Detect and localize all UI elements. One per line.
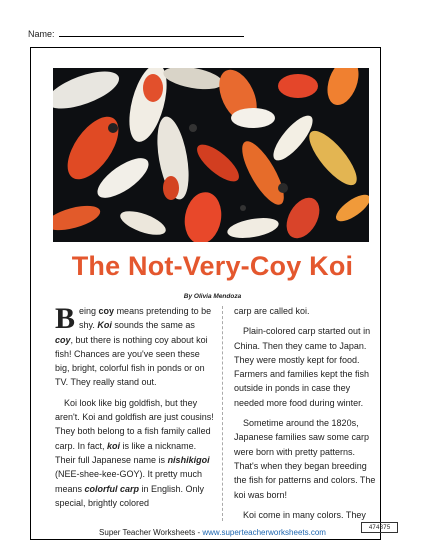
paragraph-4: Sometime around the 1820s, Japanese families saw some carp were born with pretty patterns. That's when they began breeding the fish for patterns and colors. The koi was born! [234,418,376,500]
p1-text-4: , but there is nothing coy about koi fish! Chances are you've seen these big, bright, colorful fish in ponds or on TV. They really stand out. [55,334,208,388]
column-divider [222,306,223,521]
paragraph-1 [55,304,215,390]
p2-text-3: (NEE-shee-kee-GOY). It pretty much means [55,469,203,494]
name-field [28,29,244,39]
p2-bold-nishikigoi: nishikigoi [167,454,210,465]
p1-text-2: means pretending to be shy. [79,306,212,331]
paragraph-2 [55,396,215,510]
p2-text-1: Koi look like big goldfish, but they aren't. Koi and goldfish are just cousins! They both belong to a fish family called carp. In fact, [55,397,214,451]
text-column-right [234,304,379,528]
p1-text-3: sounds the same as [111,320,195,331]
footer-text: Super Teacher Worksheets - [99,528,203,537]
koi-photo [53,68,369,242]
text-column-left [55,304,215,516]
p1-bold-koi: Koi [97,320,112,331]
p2-text-4: in English. Only special, brightly colored [55,483,205,508]
article-title: The Not-Very-Coy Koi [71,251,354,281]
name-blank-line [59,35,244,37]
paragraph-5: Koi come in many colors. They [243,509,366,520]
p1-bold-coy-2: coy [55,334,71,345]
paragraph-2-continued: carp are called koi. [234,306,310,316]
p2-bold-colorful-carp: colorful carp [84,483,140,494]
p2-bold-koi: koi [107,440,121,451]
p1-bold-coy: coy [98,306,115,316]
dropcap-letter: B [55,302,76,335]
p1-text-1: eing [79,306,99,316]
footer-link[interactable]: www.superteacherworksheets.com [202,528,326,537]
name-label: Name: [28,29,55,39]
worksheet-code: 474875 [361,522,398,533]
article-byline: By Olivia Mendoza [183,293,242,300]
paragraph-3: Plain-colored carp started out in China. Then they came to Japan. They were mostly kept for food. Farmers and families kept the fish outside in ponds in case they needed more food during winter. [234,326,371,408]
p2-text-2: is like a nickname. Their full Japanese name is [55,440,197,465]
